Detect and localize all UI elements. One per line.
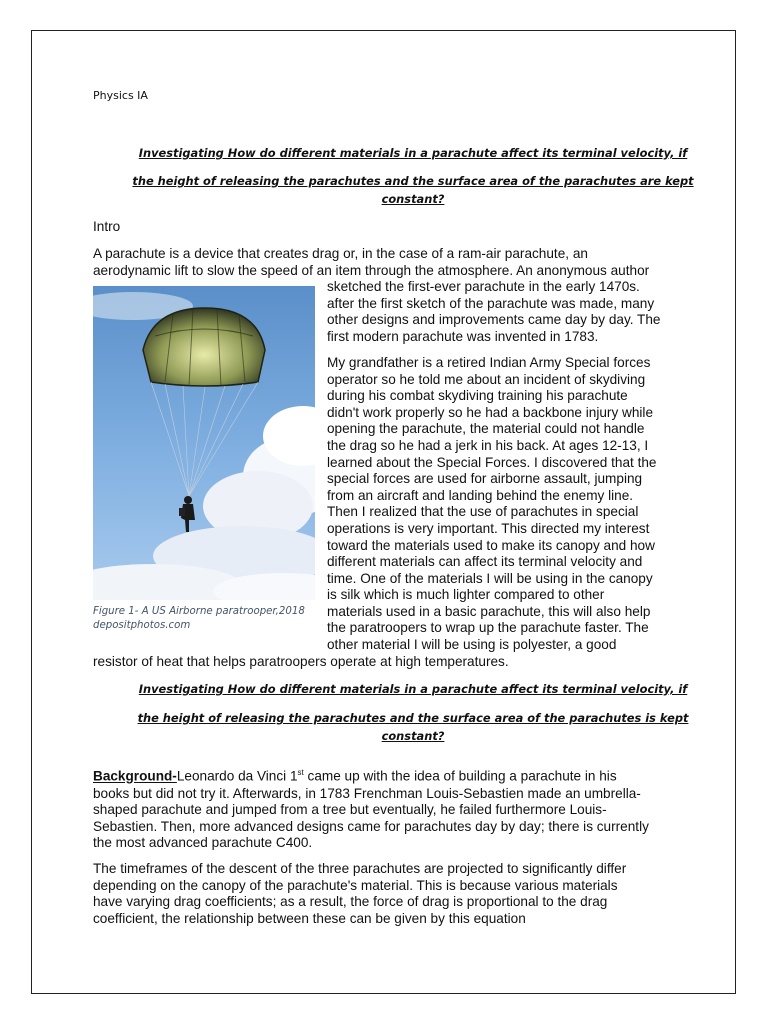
para1-line: sketched the first-ever parachute in the early 1470s.: [327, 279, 640, 294]
superscript: st: [297, 768, 304, 777]
title2-line-2: the height of releasing the parachutes and the surface area of the parachutes is kept: [137, 711, 689, 725]
para2-line: didn't work properly so he had a backbone injury while: [327, 405, 654, 420]
para2-line: the paratroopers to wrap up the parachute faster. The: [327, 620, 649, 635]
background-line: the most advanced parachute C400.: [93, 835, 313, 850]
background-line: Sebastien. Then, more advanced designs came for parachutes day by day; there is currently: [93, 819, 649, 834]
para2-line: time. One of the materials I will be using in the canopy: [327, 571, 653, 586]
para2-line: during his combat skydiving training his parachute: [327, 388, 628, 403]
para4-line: have varying drag coefficients; as a result, the force of drag is proportional to the drag: [93, 894, 608, 909]
para1-line: A parachute is a device that creates drag or, in the case of a ram-air parachute, an: [93, 246, 588, 261]
para2-line: is silk which is much lighter compared to other: [327, 587, 605, 602]
title2-line-1: Investigating How do different materials in a parachute affect its terminal velocity, if: [138, 682, 688, 696]
para2-line: operator so he told me about an incident of skydiving: [327, 372, 646, 387]
para2-line: materials used in a basic parachute, this will also help: [327, 604, 651, 619]
para2-line: learned about the Special Forces. I discovered that the: [327, 455, 657, 470]
para2-line: opening the parachute, the material could not handle: [327, 421, 645, 436]
title-line-1: Investigating How do different materials in a parachute affect its terminal velocity, if: [138, 146, 688, 160]
header-label: Physics IA: [93, 89, 148, 102]
background-line: shaped parachute and jumped from a tree but eventually, he failed furthermore Louis-: [93, 802, 607, 817]
background-text: came up with the idea of building a parachute in his: [303, 768, 617, 784]
para2-line: special forces are used for airborne assault, jumping: [327, 471, 643, 486]
para4-line: The timeframes of the descent of the three parachutes are projected to significantly differ: [93, 861, 627, 876]
para2-line: the drag so he had a jerk in his back. At ages 12-13, I: [327, 438, 649, 453]
para2-line: other material I will be using is polyester, a good: [327, 637, 617, 652]
title-line-2: the height of releasing the parachutes and the surface area of the parachutes are kept: [132, 174, 694, 188]
para2-line: different materials can affect its terminal velocity and: [327, 554, 643, 569]
figure-caption: Figure 1- A US Airborne paratrooper,2018: [93, 606, 305, 617]
para4-line: depending on the canopy of the parachute's material. This is because various materials: [93, 878, 618, 893]
para1-line: after the first sketch of the parachute was made, many: [327, 296, 655, 311]
para2-line: Then I realized that the use of parachutes in special: [327, 504, 639, 519]
title-line-3: constant?: [381, 192, 445, 206]
background-line: books but did not try it. Afterwards, in 1783 Frenchman Louis-Sebastien made an umbrella-: [93, 786, 641, 801]
background-label: Background-: [93, 768, 177, 784]
para1-line: other designs and improvements came day by day. The: [327, 312, 661, 327]
para2-line: from an aircraft and landing behind the enemy line.: [327, 488, 634, 503]
para1-line: first modern parachute was invented in 1783.: [327, 329, 599, 344]
paratrooper-photo: [93, 286, 315, 600]
intro-label: Intro: [93, 219, 121, 234]
para2-line: toward the materials used to make its canopy and how: [327, 538, 655, 553]
para2-line: operations is very important. This directed my interest: [327, 521, 650, 536]
figure-source: depositphotos.com: [93, 620, 191, 631]
para2-line: My grandfather is a retired Indian Army Special forces: [327, 355, 651, 370]
para2-line: resistor of heat that helps paratroopers operate at high temperatures.: [93, 654, 509, 669]
title2-line-3: constant?: [381, 729, 445, 743]
para1-line: aerodynamic lift to slow the speed of an item through the atmosphere. An anonymous author: [93, 263, 650, 278]
background-line: [93, 768, 617, 784]
para4-line: coefficient, the relationship between these can be given by this equation: [93, 911, 526, 926]
background-text: Leonardo da Vinci 1: [176, 768, 298, 784]
